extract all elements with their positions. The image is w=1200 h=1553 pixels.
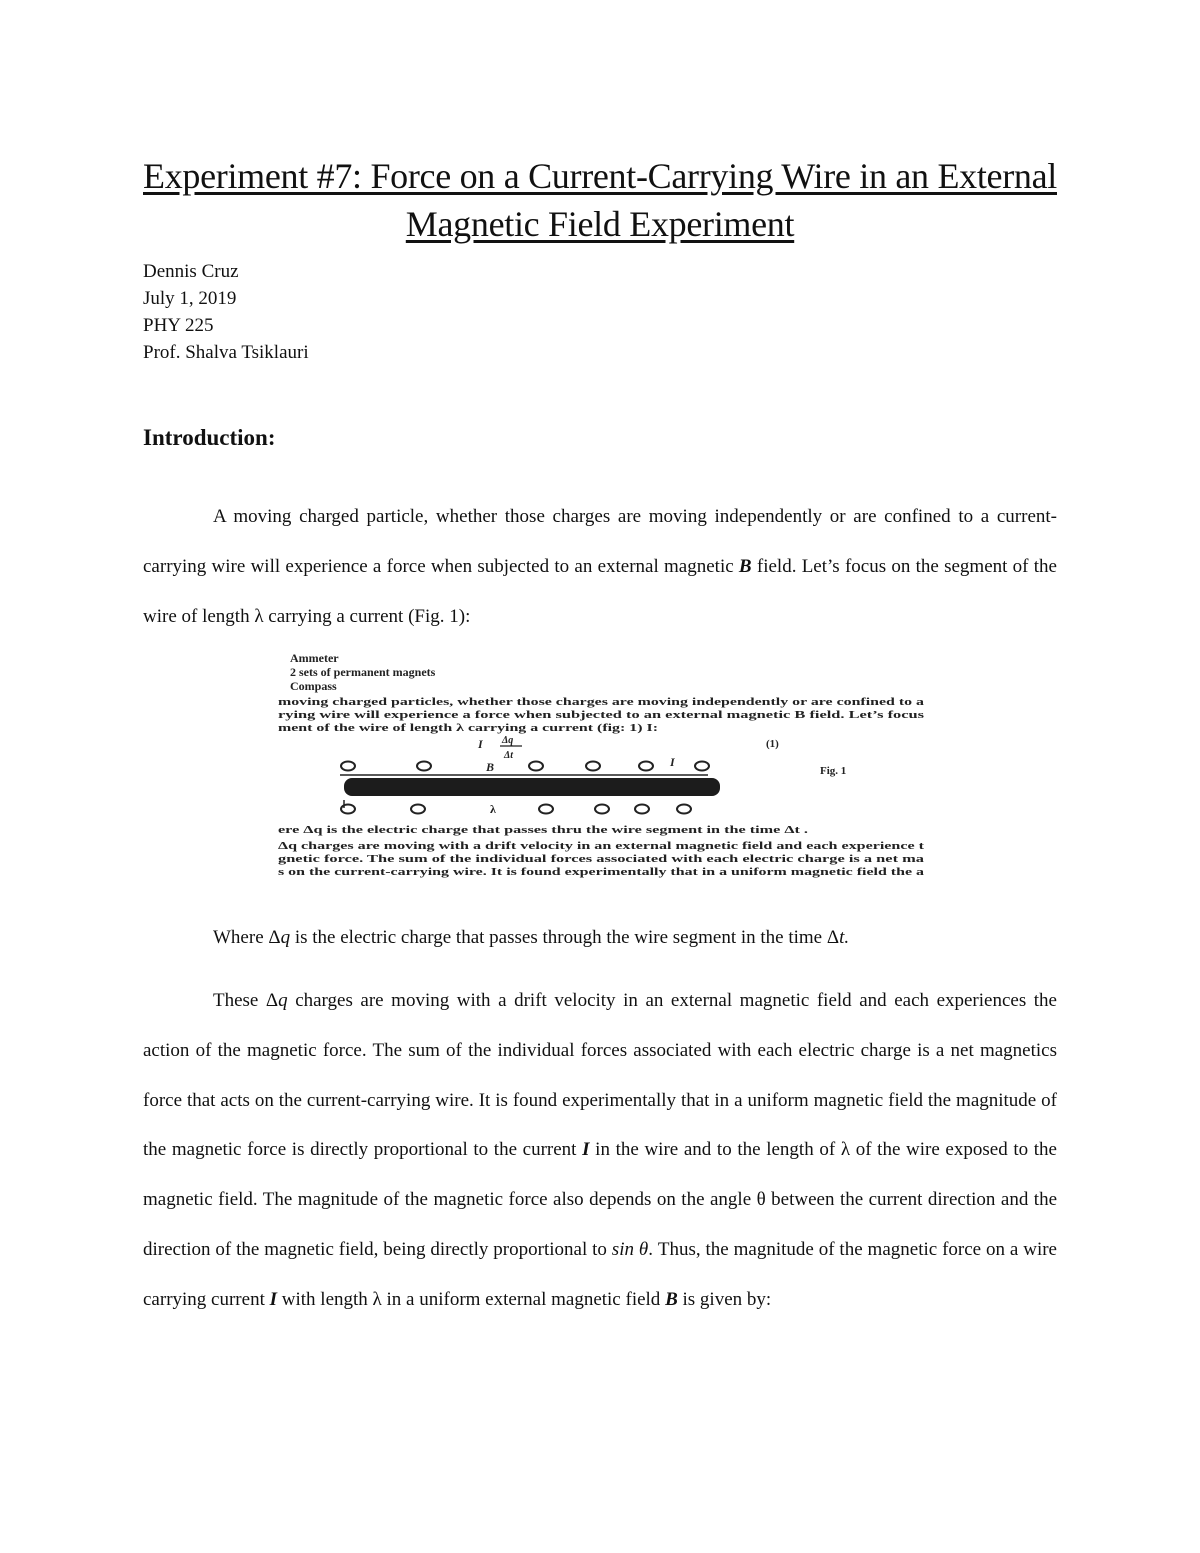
fig-text-line-e: Δq charges are moving with a drift velocity in an external magnetic field and each experience t (278, 840, 925, 852)
fig-text-line-a: moving charged particles, whether those charges are moving independently or are confined to a (278, 696, 925, 708)
fig-text-magnets: 2 sets of permanent magnets (290, 665, 436, 679)
document-title (100, 152, 1100, 248)
intro-paragraph-1: A moving charged particle, whether those charges are moving independently or are confined to a current-carrying wire will experience a force when subjected to an external magnetic B field. Let’s focus on the segment of the wire of length λ carrying a current (Fig. 1): (143, 506, 1057, 627)
fig-text-compass: Compass (290, 679, 337, 693)
figure-caption: Where Δq is the electric charge that passes through the wire segment in the time Δt. (213, 927, 850, 948)
intro-paragraph-2: These Δq charges are moving with a drift velocity in an external magnetic field and each experiences the action of the magnetic force. The sum of the individual forces associated with each electric charge is a net magnetics force that acts on the current-carrying wire. It is found experimentally that in a uniform magnetic field the magnitude of the magnetic force is directly proportional to the current I in the wire and to the length of λ of the wire exposed to the magnetic field. The magnitude of the magnetic force also depends on the angle θ between the current direction and the direction of the magnetic field, being directly proportional to sin θ. Thus, the magnitude of the magnetic force on a wire carrying current I with length λ in a uniform external magnetic field B is given by: (143, 990, 1057, 1310)
fig-text-line-d: ere Δq is the electric charge that passes thru the wire segment in the time Δt . (278, 824, 809, 836)
report-date: July 1, 2019 (143, 288, 237, 309)
fig-eq-current: I (478, 737, 483, 751)
field-symbols-bottom (341, 805, 691, 814)
fig-eq-number: (1) (766, 738, 779, 750)
title-line-2: Magnetic Field Experiment (405, 204, 795, 244)
fig-label-lambda: λ (490, 802, 496, 816)
author-block (143, 258, 309, 366)
fig-text-line-c: ment of the wire of length λ carrying a current (fig: 1) I: (278, 722, 658, 734)
fig-label-b-field: B (486, 760, 495, 774)
field-symbols-top (341, 762, 709, 771)
fig-text-ammeter: Ammeter (290, 651, 339, 665)
section-heading: Introduction: (143, 425, 276, 450)
author-name: Dennis Cruz (143, 261, 239, 282)
fig-text-line-g: s on the current-carrying wire. It is found experimentally that in a uniform magnetic field the a (278, 866, 925, 878)
title-line-1: Experiment #7: Force on a Current-Carrying Wire in an External (143, 156, 1057, 196)
fig-text-line-b: rying wire will experience a force when subjected to an external magnetic B field. Let’s focus (278, 709, 926, 721)
fig-wire (344, 778, 720, 796)
fig-text-line-f: gnetic force. The sum of the individual forces associated with each electric charge is a net ma (278, 853, 925, 865)
fig-label: Fig. 1 (820, 765, 847, 777)
figure-1-image (278, 650, 928, 882)
professor-name: Prof. Shalva Tsiklauri (143, 342, 309, 363)
fig-label-current: I (670, 755, 675, 769)
fig-eq-dq: Δq (502, 735, 514, 746)
fig-eq-dt: Δt (504, 750, 514, 761)
course-code: PHY 225 (143, 315, 214, 336)
